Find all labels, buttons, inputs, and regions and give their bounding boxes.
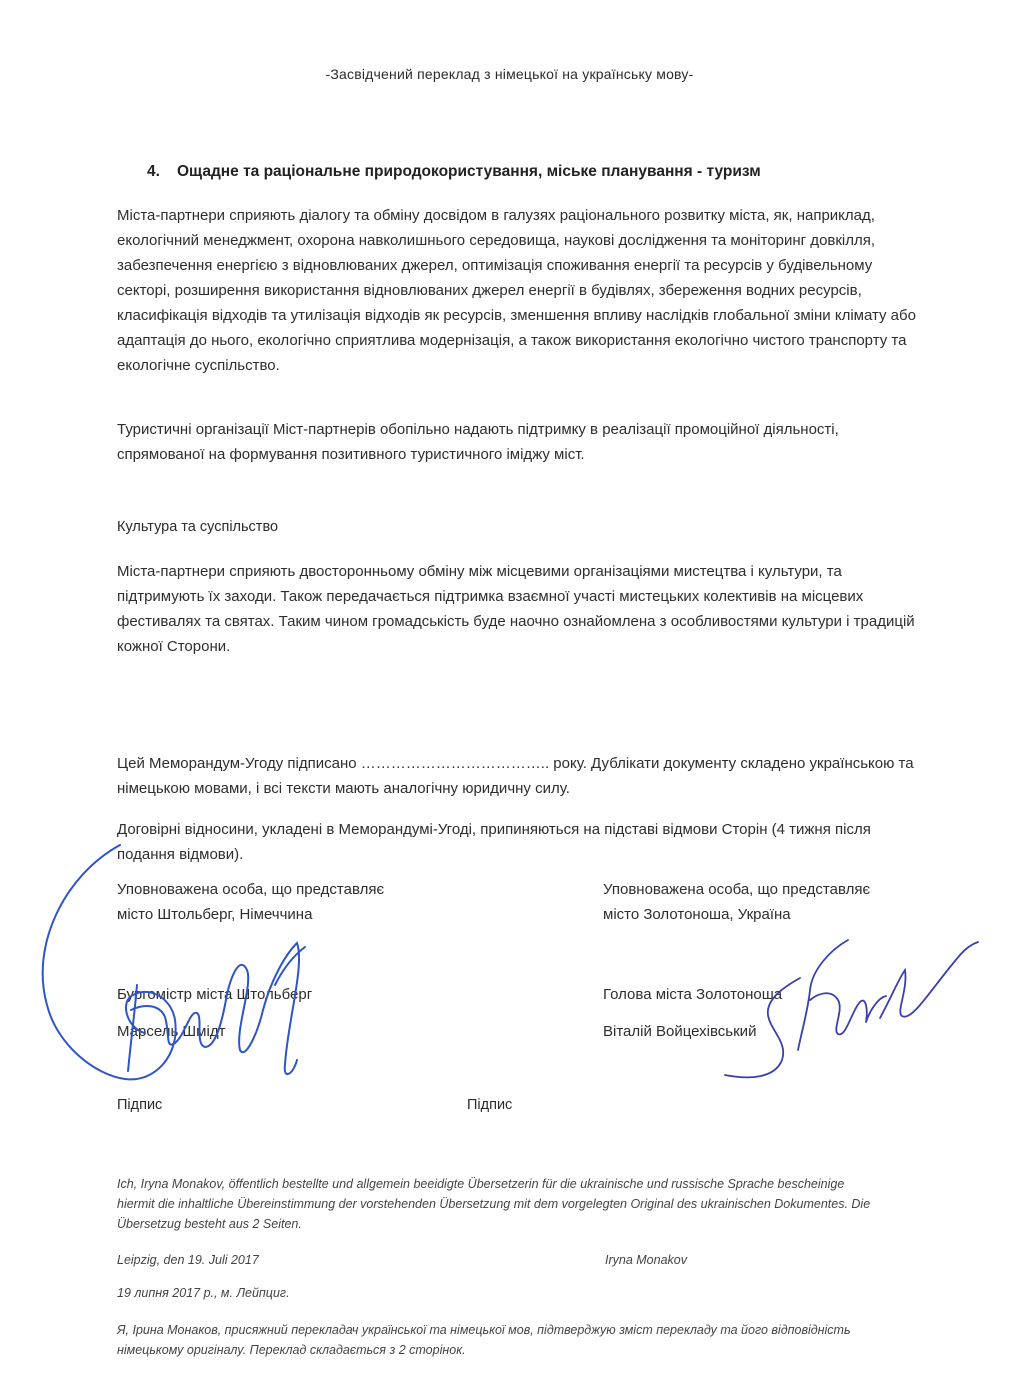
- place-date-german: Leipzig, den 19. Juli 2017: [117, 1253, 259, 1267]
- paragraph-tourism: Туристичні організації Міст-партнерів обопільно надають підтримку в реалізації промоційної діяльності, спрямованої на формування позитивного туристичного іміджу міст.: [117, 421, 839, 463]
- right-representative: [603, 877, 870, 927]
- certification-ukrainian: Я, Ірина Монаков, присяжний перекладач української та німецької мов, підтверджую зміст перекладу та його відповідність німецькому оригіналу. Переклад складається з 2 сторінок.: [117, 1323, 851, 1357]
- translator-name: Iryna Monakov: [605, 1253, 687, 1267]
- place-date-ukrainian: 19 липня 2017 р., м. Лейпциг.: [117, 1286, 290, 1300]
- certification-german: Ich, Iryna Monakov, öffentlich bestellte und allgemein beeidigte Übersetzerin für die ukrainische und russische Sprache bescheinige hiermit die inhaltliche Übereinstimmung der vorstehenden Übersetzung mit dem vorgelegten Original des ukrainischen Dokumentes. Die Übersetzug besteht aus 2 Seiten.: [117, 1177, 871, 1231]
- paragraph-signing: Цей Меморандум-Угоду підписано ……………………………….. року. Дублікати документу складено українською та німецькою мовами, і всі тексти мають аналогічну юридичну силу.: [117, 755, 914, 797]
- paragraph-termination: Договірні відносини, укладені в Меморандумі-Угоді, припиняються на підставі відмови Сторін (4 тижня після подання відмови).: [117, 821, 871, 863]
- right-sign-label: Підпис: [467, 1097, 513, 1113]
- right-rep-line2: місто Золотоноша, Україна: [603, 906, 791, 923]
- translation-header: -Засвідчений переклад з німецької на українську мову-: [325, 66, 694, 82]
- paragraph-urban-development: Міста-партнери сприяють діалогу та обміну досвідом в галузях раціонального розвитку міста, як, наприклад, екологічний менеджмент, охорона навколишнього середовища, наукові дослідження та моніторинг довкілля, забезпечення енергією з відновлюваних джерел, оптимізація споживання енергії та ресурсів у будівельному секторі, розширення використання відновлюваних джерел енергії в будівлях, збереження водних ресурсів, класифікація відходів та утилізація відходів як ресурсів, зменшення впливу наслідків глобальної зміни клімату або адаптація до нього, екологічно сприятлива модернізація, а також використання екологічно чистого транспорту та екологічне суспільство.: [117, 207, 916, 374]
- left-sign-label: Підпис: [117, 1097, 163, 1113]
- section-heading: [147, 163, 761, 181]
- right-official-title: Голова міста Золотоноша: [603, 986, 783, 1003]
- section-number: 4.: [147, 163, 160, 180]
- left-official-name: Марсель Шмідт: [117, 1023, 226, 1040]
- left-rep-line1: Уповноважена особа, що представляє: [117, 881, 385, 898]
- left-handwritten-signature: [35, 835, 365, 1095]
- right-official-name: Віталій Войцехівський: [603, 1023, 757, 1040]
- section-title: Ощадне та раціональне природокористування, міське планування - туризм: [177, 163, 761, 180]
- culture-heading: Культура та суспільство: [117, 519, 279, 535]
- paragraph-culture: Міста-партнери сприяють двосторонньому обміну між місцевими організаціями мистецтва і культури, та підтримують їх заходи. Також передачається підтримка взаємної участі мистецьких колективів на місцевих фестивалях та святах. Таким чином громадськість буде наочно ознайомлена з особливостями культури і традицій кожної Сторони.: [117, 563, 915, 655]
- right-rep-line1: Уповноважена особа, що представляє: [603, 881, 871, 898]
- left-official-title: Бургомістр міста Штольберг: [117, 986, 313, 1003]
- left-rep-line2: місто Штольберг, Німеччина: [117, 906, 313, 923]
- right-handwritten-signature: [720, 930, 980, 1090]
